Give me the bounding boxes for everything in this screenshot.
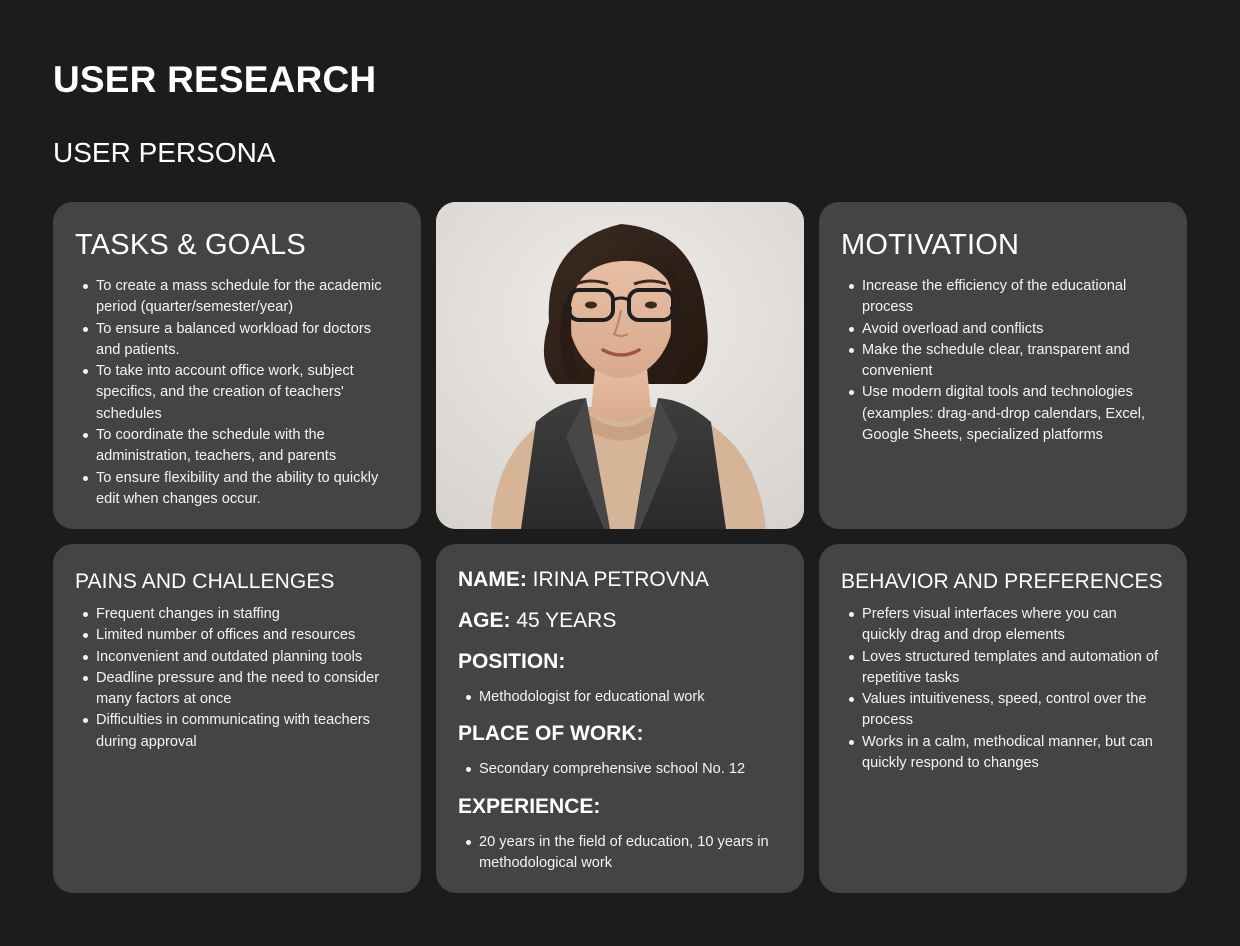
profile-card <box>436 544 804 893</box>
tasks-goals-list <box>75 276 399 510</box>
position-list <box>458 687 782 708</box>
behavior-title: BEHAVIOR AND PREFERENCES <box>841 570 1163 593</box>
list-item: Make the schedule clear, transparent and convenient <box>862 340 1165 383</box>
list-item: Deadline pressure and the need to consider many factors at once <box>96 668 399 711</box>
list-item: Frequent changes in staffing <box>96 604 399 625</box>
list-item: Prefers visual interfaces where you can quickly drag and drop elements <box>862 604 1165 647</box>
list-item: Limited number of offices and resources <box>96 625 399 646</box>
list-item: To coordinate the schedule with the administration, teachers, and parents <box>96 425 399 468</box>
list-item: Works in a calm, methodical manner, but can quickly respond to changes <box>862 732 1165 775</box>
workplace-label: PLACE OF WORK: <box>458 722 644 746</box>
motivation-title: MOTIVATION <box>841 229 1020 261</box>
pains-title: PAINS AND CHALLENGES <box>75 570 335 593</box>
tasks-goals-title: TASKS & GOALS <box>75 229 306 261</box>
age-label: AGE: <box>458 609 511 632</box>
list-item: To ensure a balanced workload for doctors and patients. <box>96 319 399 362</box>
experience-list <box>458 832 782 875</box>
list-item: Increase the efficiency of the educational process <box>862 276 1165 319</box>
pains-card <box>53 544 421 893</box>
motivation-card <box>819 202 1187 529</box>
workplace-list <box>458 759 782 780</box>
list-item: Methodologist for educational work <box>479 687 782 708</box>
age-line <box>458 608 782 634</box>
list-item: To take into account office work, subject specifics, and the creation of teachers' schedules <box>96 361 399 425</box>
list-item: Loves structured templates and automation of repetitive tasks <box>862 647 1165 690</box>
persona-portrait-icon <box>436 202 804 529</box>
page-title: USER RESEARCH <box>53 59 377 100</box>
name-line <box>458 567 782 593</box>
list-item: To create a mass schedule for the academic period (quarter/semester/year) <box>96 276 399 319</box>
list-item: To ensure flexibility and the ability to quickly edit when changes occur. <box>96 468 399 511</box>
pains-list <box>75 604 399 753</box>
age-value: 45 YEARS <box>516 609 617 632</box>
list-item: Avoid overload and conflicts <box>862 319 1165 340</box>
position-label: POSITION: <box>458 650 566 673</box>
list-item: Inconvenient and outdated planning tools <box>96 647 399 668</box>
list-item: Use modern digital tools and technologies (examples: drag-and-drop calendars, Excel, Google Sheets, specialized platforms <box>862 382 1165 446</box>
behavior-list <box>841 604 1165 774</box>
page-subtitle: USER PERSONA <box>53 137 276 168</box>
list-item: Secondary comprehensive school No. 12 <box>479 759 782 780</box>
experience-label: EXPERIENCE: <box>458 794 601 818</box>
name-value: IRINA PETROVNA <box>532 568 709 591</box>
tasks-goals-card <box>53 202 421 529</box>
persona-photo <box>436 202 804 529</box>
behavior-card <box>819 544 1187 893</box>
list-item: Values intuitiveness, speed, control over the process <box>862 689 1165 732</box>
list-item: Difficulties in communicating with teachers during approval <box>96 710 399 753</box>
persona-grid <box>53 202 1187 893</box>
motivation-list <box>841 276 1165 446</box>
name-label: NAME: <box>458 568 527 591</box>
list-item: 20 years in the field of education, 10 years in methodological work <box>479 832 782 875</box>
